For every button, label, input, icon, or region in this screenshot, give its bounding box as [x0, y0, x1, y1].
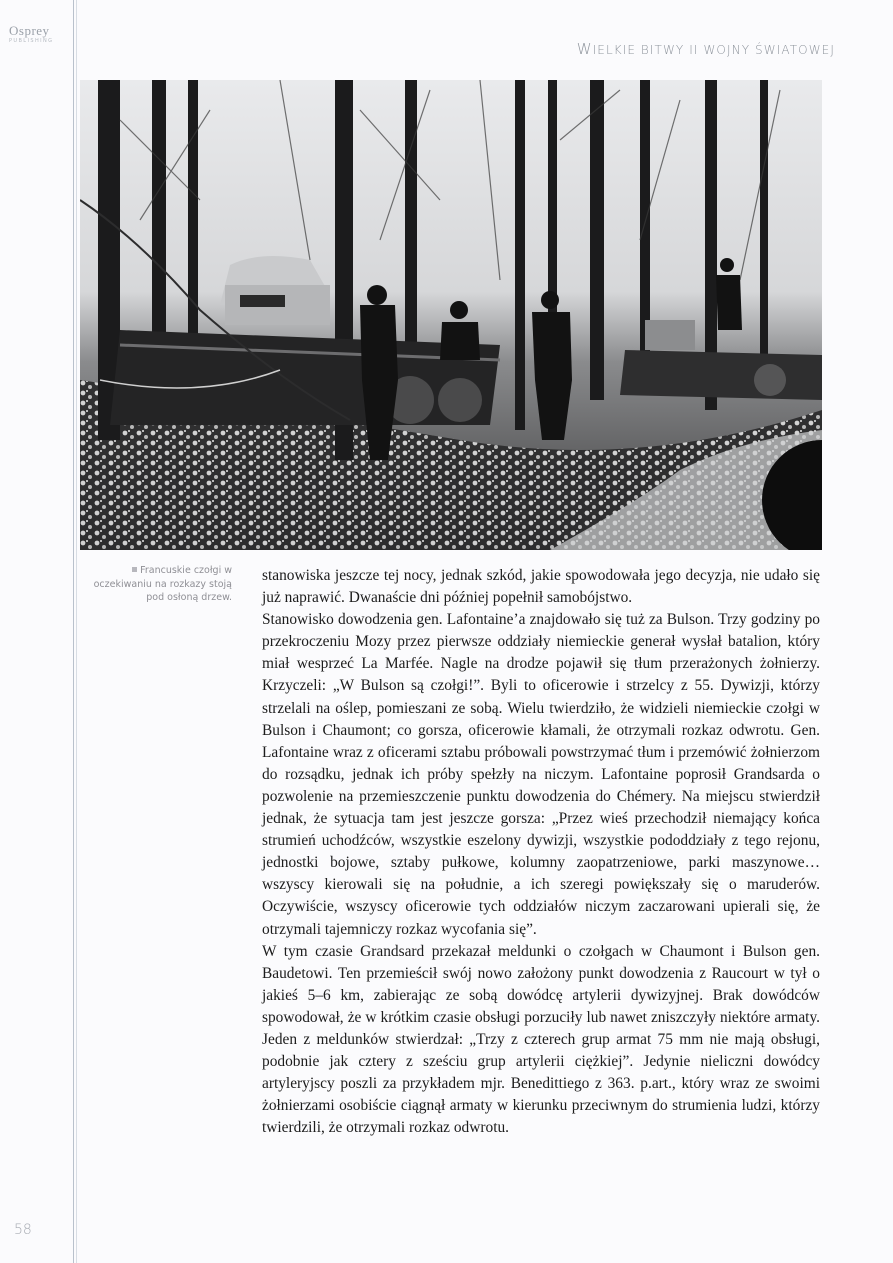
- figure-photo: [80, 80, 822, 550]
- publisher-logo: [9, 24, 69, 45]
- body-text: [262, 565, 820, 1139]
- paragraph: stanowiska jeszcze tej nocy, jednak szkód, jakie spowodowała jego decyzja, nie udało się już naprawić. Dwanaście dni później popełnił samobójstwo.: [262, 567, 820, 607]
- publisher-logo-sub: PUBLISHING: [9, 38, 54, 44]
- caption-bullet-icon: [132, 567, 137, 572]
- margin-rule: [73, 0, 74, 1263]
- page-number: 58: [14, 1222, 32, 1238]
- paragraph: W tym czasie Grandsard przekazał meldunki o czołgach w Chaumont i Bulson gen. Baudetowi. Ten przemieścił swój nowo założony punkt dowodzenia z Raucourt w tył o jakieś 5–6 km, zabierając ze sobą dowódcę artylerii dywizyjnej. Brak dowódców spowodował, że w krótkim czasie obsługi porzuciły lub nawet zniszczyły niektóre armaty. Jeden z meldunków stwierdzał: „Trzy z czterech grup armat 75 mm nie mają obsługi, podobnie jak cztery z sześciu grup artylerii ciężkiej”. Jedynie nieliczni dowódcy artyleryjscy poszli za przykładem mjr. Benedittiego z 363. p.art., który wraz ze swoimi żołnierzami osobiście ciągnął armaty w kierunku przeciwnym do strumienia ludzi, którzy twierdzili, że otrzymali rozkaz odwrotu.: [262, 942, 820, 1137]
- paragraph: Stanowisko dowodzenia gen. Lafontaine’a znajdowało się tuż za Bulson. Trzy godziny po przekroczeniu Mozy przez pierwsze oddziały niemieckie generał wysłał batalion, który miał wesprzeć La Marfée. Nagle na drodze pojawił się tłum przerażonych żołnierzy. Krzyczeli: „W Bulson są czołgi!”. Byli to oficerowie i strzelcy z 55. Dywizji, którzy strzelali na oślep, pomieszani ze sobą. Wielu twierdziło, że widzieli niemieckie czołgi w Bulson i Chaumont; co gorsza, oficerowie kłamali, że otrzymali rozkaz odwrotu. Gen. Lafontaine wraz z oficerami sztabu próbowali powstrzymać tłum i przemówić żołnierzom do rozsądku, jednak ich próby spełzły na niczym. Lafontaine poprosił Grandsarda o pozwolenie na przemieszczenie punktu dowodzenia do Chémery. Na miejscu stwierdził jednak, że sytuacja tam jest jeszcze gorsza: „Przez wieś przechodził niemający końca strumień uchodźców, wszystkie eszelony dywizji, wszystkie pododdziały z tego rejonu, jednostki bojowe, sztaby pułkowe, kolumny zaopatrzeniowe, parki maszynowe… wszyscy kierowali się na południe, a ich szeregi powiększały się o maruderów. Oczywiście, wszyscy oficerowie tych oddziałów niczym zaczarowani upierali się, że otrzymali tajemniczy rozkaz wycofania się”.: [262, 611, 820, 938]
- figure-caption: [80, 564, 232, 605]
- running-head: WIELKIE BITWY II WOJNY ŚWIATOWEJ: [576, 40, 835, 58]
- forest-tanks-photo-icon: [80, 80, 822, 550]
- margin-rule-inner: [76, 0, 77, 1263]
- figure-caption-text: Francuskie czołgi w oczekiwaniu na rozkazy stoją pod osłoną drzew.: [93, 565, 232, 603]
- publisher-logo-name: Osprey: [9, 23, 50, 38]
